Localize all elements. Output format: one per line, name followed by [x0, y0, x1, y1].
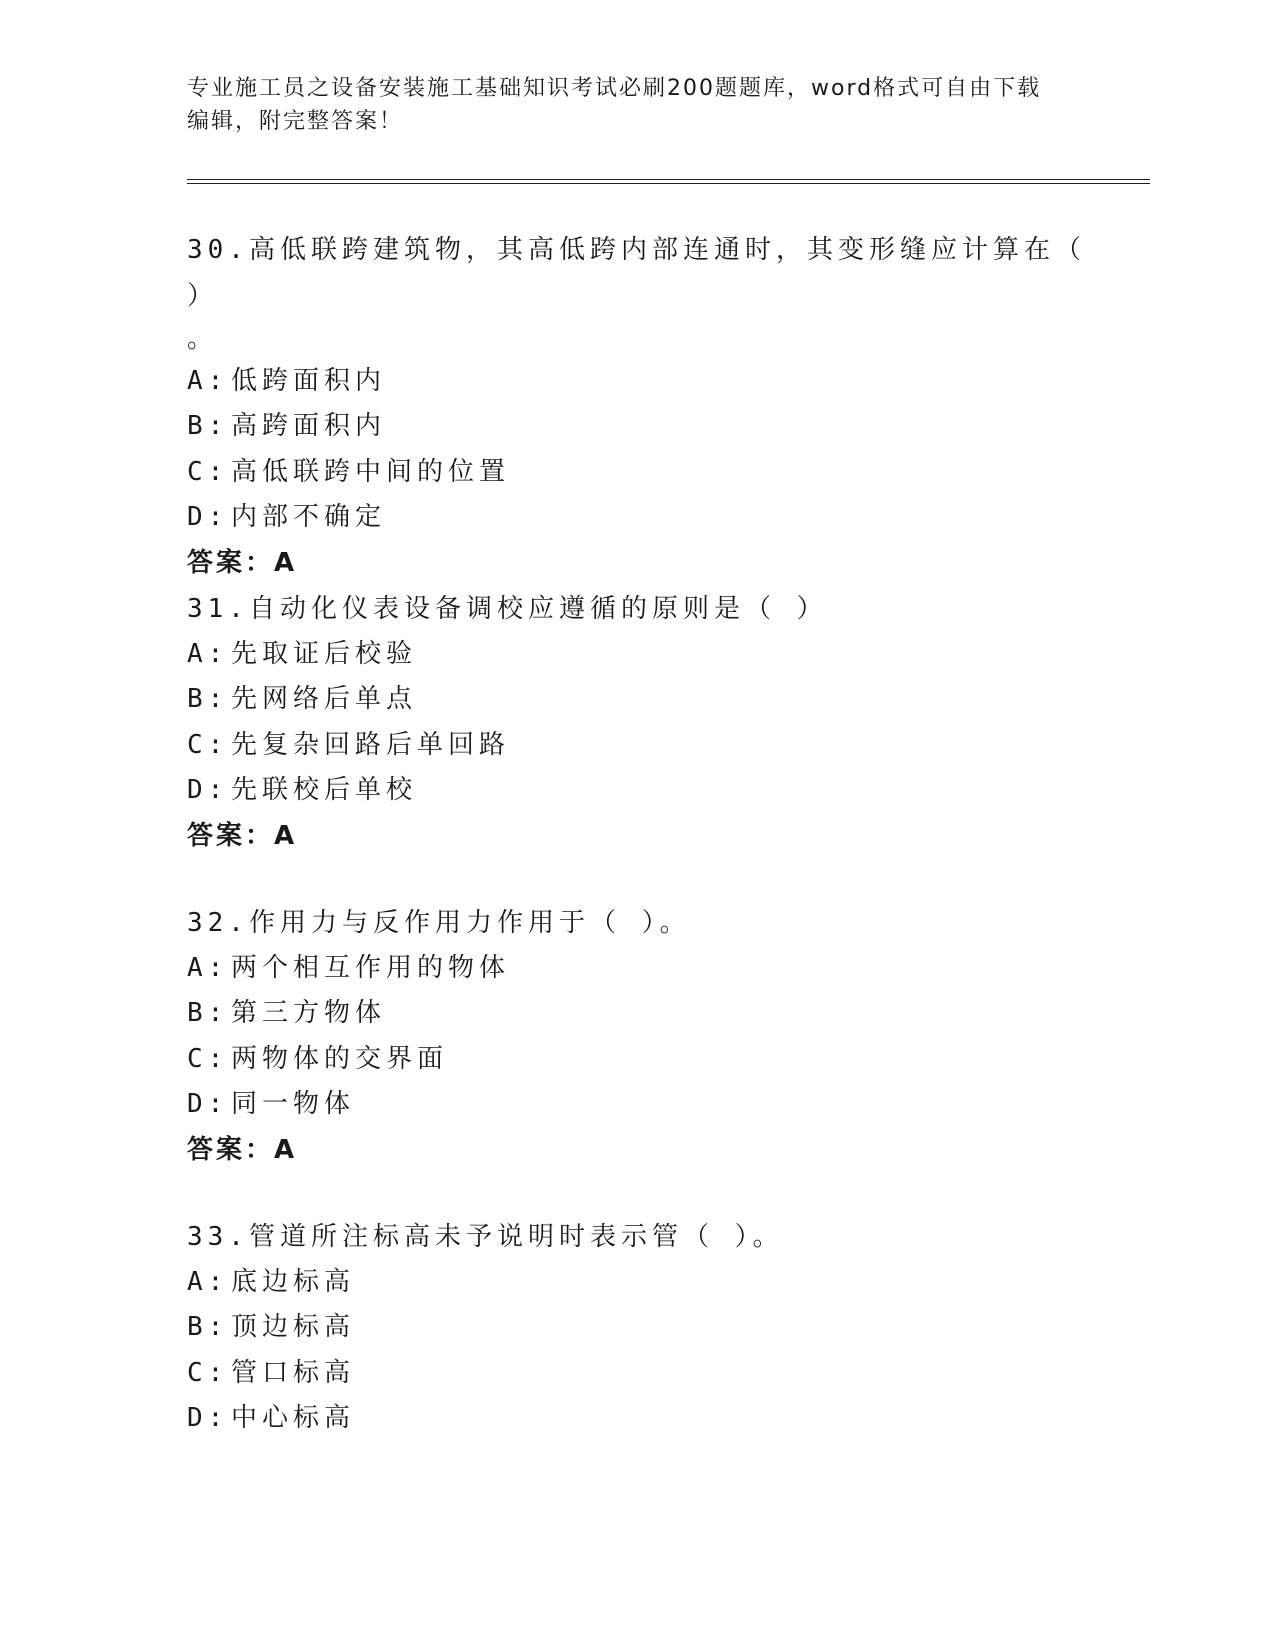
option-b [187, 991, 1087, 1036]
option-text: 先取证后校验 [231, 639, 418, 669]
option-d [187, 1396, 1087, 1441]
option-letter: C: [187, 456, 229, 487]
option-letter: B: [187, 1312, 229, 1343]
option-letter: C: [187, 1357, 229, 1388]
answer-line: 答案：A [187, 548, 298, 579]
option-d [187, 1082, 1087, 1127]
option-text: 两个相互作用的物体 [231, 953, 511, 983]
option-text: 第三方物体 [231, 998, 387, 1029]
option-text: 先联校后单校 [231, 774, 418, 805]
option-c [187, 450, 1087, 495]
option-letter: B: [187, 998, 229, 1029]
option-a [187, 359, 1087, 404]
option-b [187, 404, 1087, 449]
option-letter: A: [187, 366, 229, 396]
option-text: 顶边标高 [231, 1312, 356, 1343]
option-a [187, 632, 1087, 677]
option-letter: A: [187, 953, 229, 983]
question-30 [187, 227, 1107, 586]
option-text: 先网络后单点 [231, 684, 418, 715]
question-31 [187, 586, 1087, 859]
option-text: 高低联跨中间的位置 [231, 456, 511, 487]
option-text: 高跨面积内 [231, 411, 387, 442]
option-letter: D: [187, 1088, 229, 1119]
option-text: 先复杂回路后单回路 [231, 729, 511, 760]
question-32 [187, 900, 1087, 1173]
question-stem: 32.作用力与反作用力作用于（ ）。 [187, 908, 691, 938]
option-text: 同一物体 [231, 1088, 356, 1119]
option-c [187, 1037, 1087, 1082]
option-letter: D: [187, 774, 229, 805]
option-c [187, 723, 1087, 768]
answer-line: 答案：A [187, 1135, 298, 1166]
option-a [187, 946, 1087, 991]
question-stem: 30.高低联跨建筑物，其高低跨内部连通时，其变形缝应计算在（ ） [187, 235, 1107, 311]
option-d [187, 495, 1087, 540]
option-letter: B: [187, 411, 229, 442]
header-divider-bottom [187, 183, 1150, 184]
question-stem-continuation: 。 [187, 324, 219, 354]
header-line-1: 专业施工员之设备安装施工基础知识考试必刷200题题库，word格式可自由下载 [187, 76, 1042, 101]
answer-line: 答案：A [187, 821, 298, 852]
option-text: 中心标高 [231, 1402, 356, 1433]
header-divider-top [187, 179, 1150, 180]
option-c [187, 1351, 1087, 1396]
option-letter: D: [187, 501, 229, 532]
option-b [187, 1305, 1087, 1350]
option-letter: B: [187, 684, 229, 715]
option-b [187, 677, 1087, 722]
option-text: 内部不确定 [231, 501, 387, 532]
option-text: 低跨面积内 [231, 366, 387, 396]
option-letter: A: [187, 1267, 229, 1297]
question-33 [187, 1214, 1087, 1441]
header-line-2: 编辑，附完整答案！ [187, 109, 404, 134]
option-letter: C: [187, 1043, 229, 1074]
option-a [187, 1260, 1087, 1305]
option-d [187, 768, 1087, 813]
option-text: 底边标高 [231, 1267, 356, 1297]
option-text: 管口标高 [231, 1357, 356, 1388]
option-letter: D: [187, 1402, 229, 1433]
option-letter: A: [187, 639, 229, 669]
question-stem: 33.管道所注标高未予说明时表示管（ ）。 [187, 1222, 784, 1252]
question-stem: 31.自动化仪表设备调校应遵循的原则是（ ） [187, 594, 828, 624]
option-text: 两物体的交界面 [231, 1043, 449, 1074]
document-header [187, 72, 1087, 138]
option-letter: C: [187, 729, 229, 760]
